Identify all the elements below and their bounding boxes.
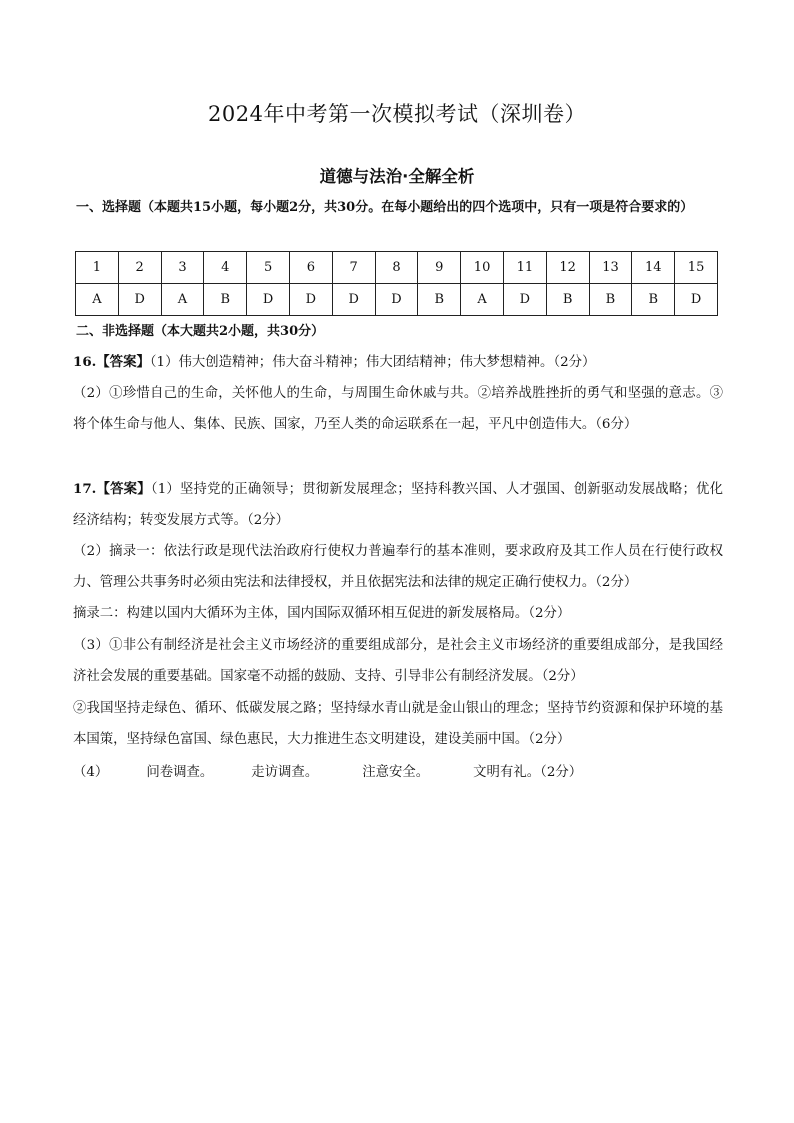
section2-heading: 二、非选择题（本大题共2小题，共30分） — [76, 324, 325, 339]
q17-answer-part3a: （3）①非公有制经济是社会主义市场经济的重要组成部分，是社会主义市场经济的重要组成部分，是我国经济社会发展的重要基础。国家毫不动摇的鼓励、支持、引导非公有制经济发展。（2分） — [73, 638, 723, 684]
question-number: 3 — [161, 252, 204, 284]
answer-cell: D — [675, 284, 718, 316]
q16-label: 16.【答案】 — [73, 354, 150, 370]
q17-part4-item: 文明有礼。（2分） — [473, 765, 583, 780]
q17-part4-item: 问卷调查。 — [146, 765, 214, 780]
answer-cell: D — [332, 284, 375, 316]
answer-table-number-row — [76, 252, 718, 284]
q17-part4-number: （4） — [73, 765, 109, 780]
section1-heading: 一、选择题（本题共15小题，每小题2分，共30分。在每小题给出的四个选项中，只有一项是符合要求的） — [76, 200, 694, 215]
q17-answer-part1 — [73, 474, 723, 536]
q17-part4-item: 注意安全。 — [362, 765, 430, 780]
answer-cell: A — [461, 284, 504, 316]
question-number: 10 — [461, 252, 504, 284]
q17-answer-part4 — [73, 757, 633, 788]
answer-cell: B — [632, 284, 675, 316]
question-number: 1 — [76, 252, 119, 284]
question-number: 5 — [247, 252, 290, 284]
q17-part4-item: 走访调查。 — [251, 765, 319, 780]
answer-cell: B — [204, 284, 247, 316]
question-number: 15 — [675, 252, 718, 284]
question-number: 14 — [632, 252, 675, 284]
question-number: 7 — [332, 252, 375, 284]
question-number: 6 — [289, 252, 332, 284]
page-title: 2024年中考第一次模拟考试（深圳卷） — [208, 102, 586, 126]
q16-answer-part2: （2）①珍惜自己的生命，关怀他人的生命，与周围生命休戚与共。②培养战胜挫折的勇气和坚强的意志。③将个体生命与他人、集体、民族、国家，乃至人类的命运联系在一起，平凡中创造伟大。（6分） — [73, 386, 723, 432]
question-number: 9 — [418, 252, 461, 284]
answer-cell: B — [546, 284, 589, 316]
question-number: 13 — [589, 252, 632, 284]
answer-cell: A — [161, 284, 204, 316]
question-number: 11 — [503, 252, 546, 284]
answer-cell: B — [418, 284, 461, 316]
q16-answer-part1 — [73, 347, 723, 378]
answer-cell: B — [589, 284, 632, 316]
q17-answer-part3b: ②我国坚持走绿色、循环、低碳发展之路；坚持绿水青山就是金山银山的理念；坚持节约资源和保护环境的基本国策，坚持绿色富国、绿色惠民，大力推进生态文明建设，建设美丽中国。（2分） — [73, 701, 723, 747]
q17-part1-text: （1）坚持党的正确领导；贯彻新发展理念；坚持科教兴国、人才强国、创新驱动发展战略；优化经济结构；转变发展方式等。（2分） — [73, 482, 723, 528]
q16-part1-text: （1）伟大创造精神；伟大奋斗精神；伟大团结精神；伟大梦想精神。（2分） — [149, 355, 596, 370]
answer-table-answer-row — [76, 284, 718, 316]
q17-answer-part2b: 摘录二：构建以国内大循环为主体，国内国际双循环相互促进的新发展格局。（2分） — [73, 606, 571, 621]
answer-cell: D — [247, 284, 290, 316]
answer-cell: D — [503, 284, 546, 316]
q17-answer-part2a: （2）摘录一：依法行政是现代法治政府行使权力普遍奉行的基本准则，要求政府及其工作人员在行使行政权力、管理公共事务时必须由宪法和法律授权，并且依据宪法和法律的规定正确行使权力。（2分） — [73, 544, 723, 590]
answer-table — [75, 251, 718, 316]
page-subtitle: 道德与法治·全解全析 — [319, 167, 475, 186]
answer-cell: D — [375, 284, 418, 316]
question-number: 4 — [204, 252, 247, 284]
question-number: 2 — [118, 252, 161, 284]
question-number: 12 — [546, 252, 589, 284]
answer-cell: D — [289, 284, 332, 316]
answer-cell: D — [118, 284, 161, 316]
answer-cell: A — [76, 284, 119, 316]
q17-label: 17.【答案】 — [73, 481, 151, 497]
question-number: 8 — [375, 252, 418, 284]
